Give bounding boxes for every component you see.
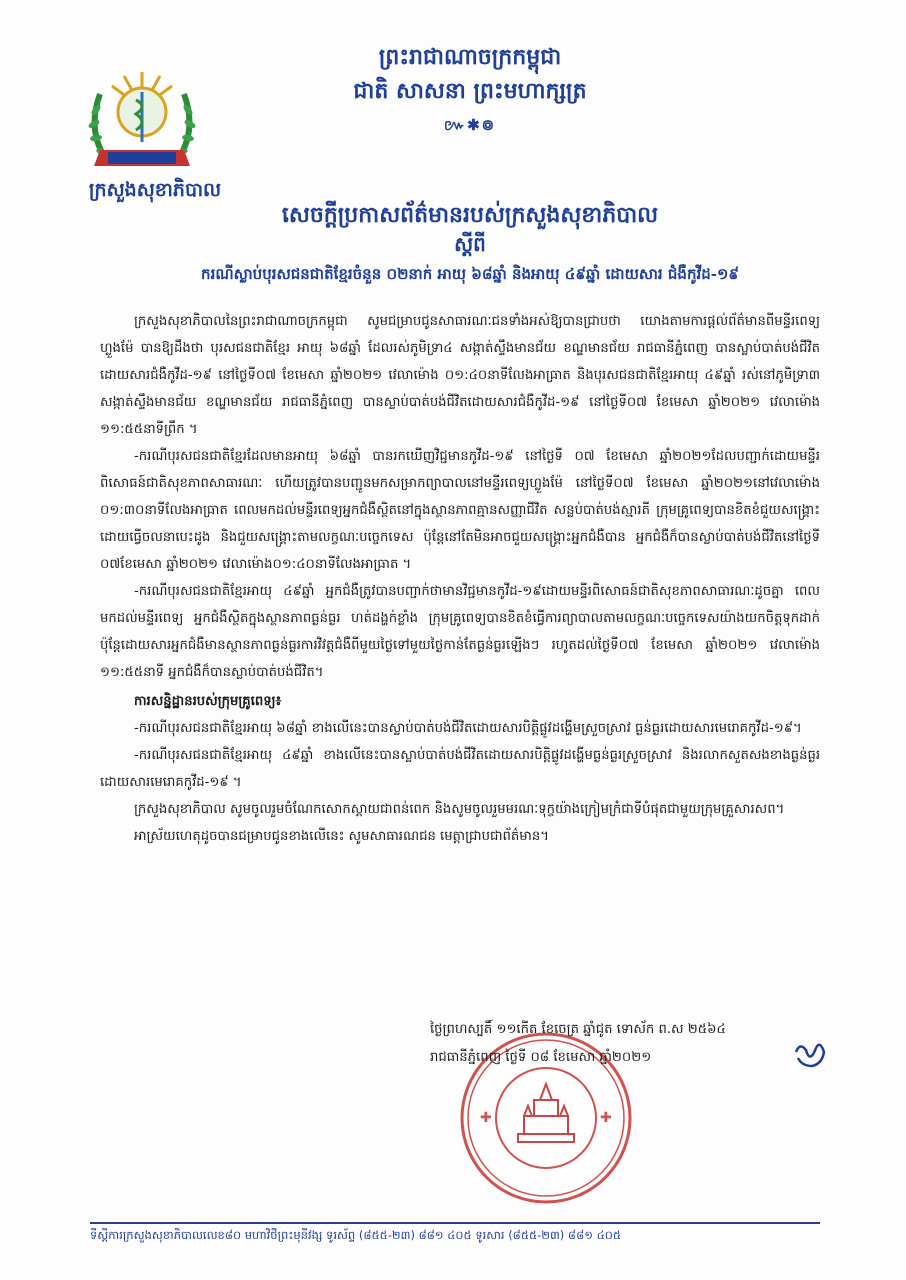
announcement-body (100, 308, 820, 850)
announcement-topic: ករណីស្លាប់បុរសជនជាតិខ្មែរចំនួន ០២នាក់ អាយុ ៦៨ឆ្នាំ និងអាយុ ៤៩ឆ្នាំ ដោយសារ ជំងឺកូវីដ-១៩ (201, 265, 739, 283)
ministry-name-left: ក្រសួងសុខាភិបាល (88, 179, 222, 201)
diagnosis-heading: ការសន្និដ្ឋានរបស់ក្រុមគ្រូពេទ្យ៖ (134, 694, 282, 709)
footer-address: ទីស្តីការក្រសួងសុខាភិបាលលេខ៨០ មហាវិថីព្រះមុនីវង្ស ទូរស័ព្ទ (៨៥៥-២៣) ៨៨១ ៤០៥ ទូរសារ (៨៥៥-២៣) ៨៨១ ៤០៥ (90, 1228, 621, 1242)
closing-paragraph: អាស្រ័យហេតុដូចបានជម្រាបជូនខាងលើនេះ សូមសាធារណជន មេត្តាជ្រាបជាព័ត៌មាន។ (134, 829, 549, 844)
kingdom-header (290, 40, 650, 142)
signature-mark-icon (792, 1038, 832, 1070)
kingdom-name: ព្រះរាជាណាចក្រកម្ពុជា (378, 44, 562, 70)
solar-date: រាជធានីភ្នំពេញ ថ្ងៃទី ០៨ ខែមេសា ឆ្នាំ២០២១ (430, 1050, 652, 1065)
condolence-paragraph: ក្រសួងសុខាភិបាល សូមចូលរួមចំណែកសោកស្តាយជាពន់ពេក និងសូមចូលរួមមរណៈទុក្ខយ៉ាងក្រៀមក្រំជាទីបំផុតជាមួយក្រុមគ្រួសារសព។ (134, 802, 785, 817)
body-paragraph-case-49: -ករណីបុរសជនជាតិខ្មែរអាយុ ៤៩ឆ្នាំ អ្នកជំងឺត្រូវបានបញ្ជាក់ថាមានវិជ្ជមានកូវីដ-១៩ដោយមន្ទីរពិសោធន៍ជាតិសុខភាពសាធារណៈដូចគ្នា ពេលមកដល់មន្ទីរពេទ្យ អ្នកជំងឺស្ថិតក្នុងស្ថានភាពធ្ងន់ធ្ងរ ហត់ដង្ហក់ខ្លាំង ក្រុមគ្រូពេទ្យបានខិតខំធ្វើការព្យាបាលតាមលក្ខណៈបច្ចេកទេសយ៉ាងយកចិត្តទុកដាក់ ប៉ុន្តែដោយសារអ្នកជំងឺមានស្ថានភាពធ្ងន់ធ្ងរការវិវត្តជំងឺពីមួយថ្ងៃទៅមួយថ្ងៃកាន់តែធ្ងន់ធ្ងរឡើងៗ រហូតដល់ថ្ងៃទី០៧ ខែមេសា ឆ្នាំ២០២១ វេលាម៉ោង ១១:៥៥នាទី អ្នកជំងឺក៏បានស្លាប់បាត់បង់ជីវិត។ (100, 584, 820, 680)
body-paragraph-case-68: -ករណីបុរសជនជាតិខ្មែរដែលមានអាយុ ៦៨ឆ្នាំ បានរកឃើញវិជ្ជមានកូវីដ-១៩ នៅថ្ងៃទី ០៧ ខែមេសា ឆ្នាំ២០២១ដែលបញ្ជាក់ដោយមន្ទីរពិសោធន៍ជាតិសុខភាពសាធារណៈ ហើយត្រូវបានបញ្ជូនមកសម្រាកព្យាបាលនៅមន្ទីរពេទ្យហ្លួងម៉ែ នៅថ្ងៃទី០៧ ខែមេសា ឆ្នាំ២០២១នៅវេលាម៉ោង ០១:៣០នាទីលែងអាធ្រាត ពេលមកដល់មន្ទីរពេទ្យអ្នកជំងឺស្ថិតនៅក្នុងស្ថានភាពគ្មានសញ្ញាជីវិត សន្លប់បាត់បង់ស្មារតី ក្រុមគ្រូពេទ្យបានខិតខំជួយសង្គ្រោះដោយធ្វើចលនាបេះដូង និងជួយសង្គ្រោះតាមលក្ខណៈបច្ចេកទេស ប៉ុន្តែនៅតែមិនអាចជួយសង្គ្រោះអ្នកជំងឺបាន អ្នកជំងឺក៏បានស្លាប់បាត់បង់ជីវិតនៅថ្ងៃទី ០៧ខែមេសា ឆ្នាំ២០២១ វេលាម៉ោង០១:៤០នាទីលែងអាធ្រាត ។ (100, 449, 820, 572)
announcement-title-block (90, 200, 850, 286)
lunar-date: ថ្ងៃព្រហស្បតិ៍ ១១កើត ខែចេត្រ ឆ្នាំជូត ទោស័ក ព.ស ២៥៦៤ (430, 1022, 726, 1037)
diagnosis-case-49: -ករណីបុរសជនជាតិខ្មែរអាយុ ៤៩ឆ្នាំ ខាងលើនេះបានស្លាប់បាត់បង់ជីវិតដោយសារបិត្តិផ្លូវដង្ហើមធ្ងន់ធ្ងរស្រួចស្រាវ និងរលាកសួតសងខាងធ្ងន់ធ្ងរ ដោយសារមេរោគកូវីដ-១៩ ។ (100, 748, 820, 790)
body-paragraph-intro: ក្រសួងសុខាភិបាលនៃព្រះរាជាណាចក្រកម្ពុជា សូមជម្រាបជូនសាធារណៈជនទាំងអស់ឱ្យបានជ្រាបថា យោងតាមការផ្តល់ព័ត៌មានពីមន្ទីរពេទ្យហ្លួងម៉ែ បានឱ្យដឹងថា បុរសជនជាតិខ្មែរ អាយុ ៦៨ឆ្នាំ ដែលរស់ភូមិទ្រា៤ សង្កាត់ស្ទឹងមានជ័យ ខណ្ឌមានជ័យ រាជធានីភ្នំពេញ បានស្លាប់បាត់បង់ជីវិតដោយសារជំងឺកូវីដ-១៩ នៅថ្ងៃទី០៧ ខែមេសា ឆ្នាំ២០២១ វេលាម៉ោង ០១:៤០នាទីលែងអាធ្រាត និងបុរសជនជាតិខ្មែរអាយុ ៤៩ឆ្នាំ រស់នៅភូមិទ្រា៣ សង្កាត់ស្ទឹងមានជ័យ ខណ្ឌមានជ័យ រាជធានីភ្នំពេញ បានស្លាប់បាត់បង់ជីវិតដោយសារជំងឺកូវីដ-១៩ នៅថ្ងៃទី០៧ ខែមេសា ឆ្នាំ២០២១ វេលាម៉ោង ១១:៥៥នាទីព្រឹក ។ (100, 314, 820, 437)
ministry-emblem-icon (78, 62, 206, 180)
header-ornament: ៚✱៙ (443, 116, 497, 134)
footer-divider (90, 1222, 820, 1224)
announcement-subtitle: ស្តីពី (454, 232, 486, 256)
announcement-title: សេចក្តីប្រកាសព័ត៌មានរបស់ក្រសួងសុខាភិបាល (281, 202, 659, 228)
diagnosis-case-68: -ករណីបុរសជនជាតិខ្មែរអាយុ ៦៨ឆ្នាំ ខាងលើនេះបានស្លាប់បាត់បង់ជីវិតដោយសារបិត្តិផ្លូវដង្ហើមស្រួចស្រាវ ធ្ងន់ធ្ងរដោយសារមេរោគកូវីដ-១៩។ (134, 721, 802, 736)
svg-text:✚: ✚ (600, 1110, 612, 1126)
svg-text:✚: ✚ (480, 1110, 492, 1126)
national-motto: ជាតិ សាសនា ព្រះមហាក្សត្រ (353, 78, 587, 104)
